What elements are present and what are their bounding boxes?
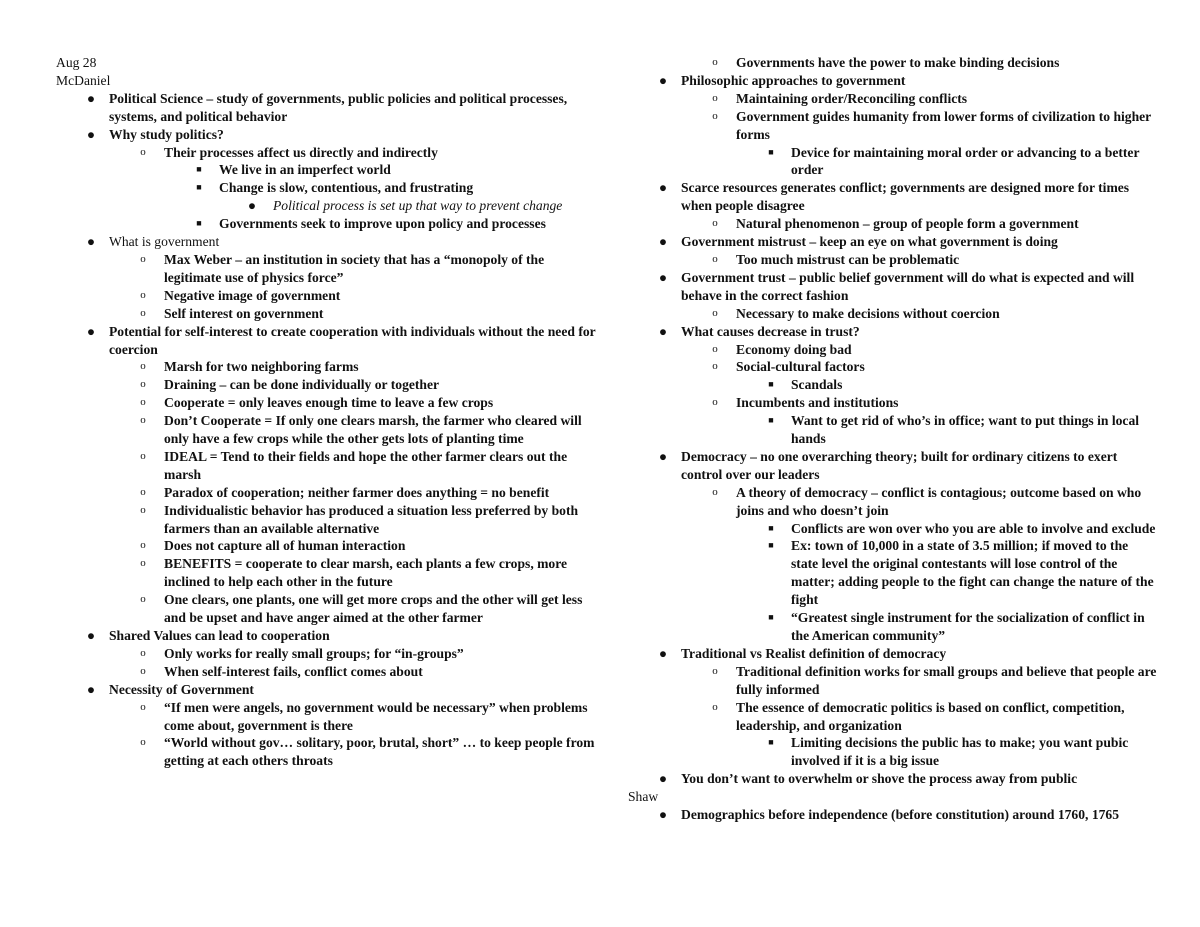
bullet-icon: o <box>140 360 146 373</box>
list-item <box>56 215 596 233</box>
list-item-text: What is government <box>109 234 220 250</box>
bullet-icon: o <box>712 56 718 68</box>
list-item <box>628 645 1158 663</box>
bullet-icon: ● <box>658 645 668 661</box>
list-item <box>628 412 1158 448</box>
bullet-icon: ● <box>658 269 668 285</box>
list-item <box>56 591 596 627</box>
bullet-icon: ● <box>86 126 96 142</box>
bullet-icon: o <box>140 449 146 462</box>
list-item-text: We live in an imperfect world <box>219 162 391 178</box>
bullet-icon: o <box>140 736 146 749</box>
list-item-text: Democracy – no one overarching theory; built for ordinary citizens to exert control over our leaders <box>681 448 1118 482</box>
bullet-icon: ■ <box>768 379 774 390</box>
bullet-icon: ● <box>658 323 668 339</box>
list-item-text: Potential for self-interest to create cooperation with individuals without the need for coercion <box>109 323 596 357</box>
bullet-icon: ● <box>658 771 668 787</box>
bullet-icon: ● <box>86 90 96 106</box>
bullet-icon: o <box>140 252 146 265</box>
list-item <box>628 72 1158 90</box>
list-item-text: Maintaining order/Reconciling conflicts <box>736 90 968 106</box>
list-item <box>628 215 1158 233</box>
list-item <box>628 663 1158 699</box>
list-item <box>56 376 596 394</box>
list-item <box>56 144 596 162</box>
bullet-icon: ● <box>658 807 668 823</box>
list-item <box>56 394 596 412</box>
list-item <box>628 609 1158 645</box>
bullet-icon: o <box>140 646 146 659</box>
list-item-text: Too much mistrust can be problematic <box>736 251 960 267</box>
list-item <box>628 788 1158 806</box>
list-item <box>628 323 1158 341</box>
bullet-icon: o <box>140 396 146 409</box>
list-item-text: “Greatest single instrument for the socialization of conflict in the American community” <box>791 610 1145 643</box>
list-item <box>628 394 1158 412</box>
list-item <box>56 484 596 502</box>
list-item <box>56 161 596 179</box>
list-item <box>628 144 1158 180</box>
list-item <box>628 520 1158 538</box>
list-item <box>56 681 596 699</box>
bullet-icon: ● <box>86 628 96 643</box>
list-item-text: Economy doing bad <box>736 341 852 357</box>
list-item-text: Shaw <box>628 789 659 805</box>
bullet-icon: ■ <box>768 737 774 748</box>
list-item-text: The essence of democratic politics is based on conflict, competition, leadership, and organization <box>736 699 1125 733</box>
bullet-icon: o <box>712 700 718 713</box>
list-item-text: Why study politics? <box>109 126 224 142</box>
list-item <box>56 72 596 90</box>
list-item <box>56 197 596 215</box>
list-item <box>628 305 1158 323</box>
list-item <box>56 54 596 72</box>
list-item-text: Max Weber – an institution in society that has a “monopoly of the legitimate use of physics force” <box>164 251 545 285</box>
list-item-text: Change is slow, contentious, and frustrating <box>219 180 474 196</box>
list-item-text: Demographics before independence (before constitution) around 1760, 1765 <box>681 807 1120 823</box>
list-item-text: Scandals <box>791 377 843 393</box>
list-item-text: Governments have the power to make binding decisions <box>736 55 1060 70</box>
list-item <box>56 502 596 538</box>
list-item-text: Device for maintaining moral order or advancing to a better order <box>791 144 1140 178</box>
list-item <box>56 287 596 305</box>
bullet-icon: ■ <box>196 164 202 175</box>
list-item-text: Shared Values can lead to cooperation <box>109 628 330 643</box>
bullet-icon: ■ <box>768 540 774 551</box>
list-item <box>56 699 596 735</box>
bullet-icon: o <box>712 342 718 355</box>
list-item <box>56 627 596 645</box>
list-item-text: Necessary to make decisions without coercion <box>736 305 1000 321</box>
list-item <box>56 323 596 359</box>
list-item-text: Necessity of Government <box>109 681 254 697</box>
bullet-icon: ● <box>86 681 96 697</box>
bullet-icon: ■ <box>768 415 774 426</box>
list-item <box>56 734 596 770</box>
list-item <box>56 90 596 126</box>
list-item <box>628 341 1158 359</box>
bullet-icon: o <box>140 414 146 427</box>
list-item-text: When self-interest fails, conflict comes about <box>164 663 423 679</box>
bullet-icon: o <box>140 593 146 606</box>
notes-left-column <box>56 54 596 770</box>
list-item-text: Ex: town of 10,000 in a state of 3.5 million; if moved to the state level the original contestants will lose control of the matter; adding people to the fight can change the nature of the fight <box>791 538 1154 608</box>
list-item-text: Individualistic behavior has produced a situation less preferred by both farmers than an available alternative <box>164 502 579 536</box>
list-item <box>56 645 596 663</box>
bullet-icon: o <box>140 306 146 319</box>
list-item-text: Limiting decisions the public has to make; you want pubic involved if it is a big issue <box>791 735 1129 769</box>
bullet-icon: o <box>140 288 146 301</box>
list-item-text: Cooperate = only leaves enough time to leave a few crops <box>164 395 494 411</box>
bullet-icon: ● <box>86 323 96 339</box>
bullet-icon: o <box>140 664 146 677</box>
notes-right-column <box>628 54 1158 824</box>
list-item-text: Social-cultural factors <box>736 359 865 375</box>
bullet-icon: o <box>140 503 146 516</box>
list-item-text: Governments seek to improve upon policy and processes <box>219 216 546 232</box>
list-item-text: Aug 28 <box>56 55 97 70</box>
list-item <box>628 770 1158 788</box>
list-item <box>56 233 596 251</box>
list-item <box>628 358 1158 376</box>
list-item-text: Government trust – public belief government will do what is expected and will behave in the correct fashion <box>681 269 1135 303</box>
list-item <box>628 90 1158 108</box>
list-item-text: McDaniel <box>56 72 111 88</box>
list-item-text: Paradox of cooperation; neither farmer does anything = no benefit <box>164 484 550 500</box>
bullet-icon: ■ <box>768 612 774 623</box>
bullet-icon: o <box>140 700 146 713</box>
list-item <box>628 108 1158 144</box>
bullet-icon: ● <box>658 448 668 464</box>
list-item <box>628 537 1158 609</box>
bullet-icon: ■ <box>196 218 202 229</box>
list-item <box>628 699 1158 735</box>
list-item-text: Marsh for two neighboring farms <box>164 359 359 375</box>
list-item <box>56 448 596 484</box>
list-item-text: Traditional definition works for small groups and believe that people are fully informed <box>736 663 1157 697</box>
list-item-text: Negative image of government <box>164 287 341 303</box>
list-item-text: Natural phenomenon – group of people form a government <box>736 216 1079 232</box>
list-item-text: Want to get rid of who’s in office; want to put things in local hands <box>791 413 1140 447</box>
list-item-text: You don’t want to overwhelm or shove the process away from public <box>681 771 1078 787</box>
list-item <box>56 555 596 591</box>
list-item <box>628 484 1158 520</box>
list-item-text: Does not capture all of human interaction <box>164 538 406 554</box>
list-item-text: Scarce resources generates conflict; governments are designed more for times when people disagree <box>681 180 1130 214</box>
list-item-text: Political process is set up that way to prevent change <box>273 198 563 214</box>
list-item <box>628 179 1158 215</box>
list-item <box>56 358 596 376</box>
bullet-icon: o <box>712 664 718 677</box>
bullet-icon: o <box>140 557 146 570</box>
bullet-icon: ● <box>658 180 668 196</box>
list-item <box>56 305 596 323</box>
list-item-text: Their processes affect us directly and indirectly <box>164 144 438 160</box>
list-item-text: Political Science – study of governments, public policies and political processes, systems, and political behavior <box>109 90 568 124</box>
list-item <box>56 179 596 197</box>
bullet-icon: o <box>712 252 718 265</box>
bullet-icon: o <box>140 485 146 498</box>
bullet-icon: o <box>712 306 718 319</box>
bullet-icon: ■ <box>768 146 774 157</box>
list-item-text: Traditional vs Realist definition of democracy <box>681 645 947 661</box>
bullet-icon: ● <box>247 198 257 214</box>
bullet-icon: o <box>140 378 146 391</box>
list-item-text: BENEFITS = cooperate to clear marsh, each plants a few crops, more inclined to help each other in the future <box>164 556 568 590</box>
list-item <box>56 663 596 681</box>
bullet-icon: ● <box>658 234 668 250</box>
list-item-text: Don’t Cooperate = If only one clears marsh, the farmer who cleared will only have a few crops while the other gets lots of planting time <box>164 413 582 447</box>
list-item-text: Draining – can be done individually or together <box>164 377 440 393</box>
bullet-icon: o <box>140 145 146 158</box>
list-item <box>628 54 1158 72</box>
list-item <box>628 269 1158 305</box>
list-item <box>628 376 1158 394</box>
list-item-text: IDEAL = Tend to their fields and hope the other farmer clears out the marsh <box>164 448 568 482</box>
bullet-icon: o <box>712 91 718 104</box>
list-item <box>56 412 596 448</box>
list-item <box>628 806 1158 824</box>
list-item <box>56 251 596 287</box>
list-item <box>56 537 596 555</box>
list-item-text: Government mistrust – keep an eye on what government is doing <box>681 234 1058 250</box>
list-item <box>628 233 1158 251</box>
bullet-icon: o <box>140 539 146 552</box>
bullet-icon: ● <box>658 72 668 88</box>
bullet-icon: ● <box>86 234 96 250</box>
list-item-text: “If men were angels, no government would be necessary” when problems come about, government is there <box>164 699 588 733</box>
list-item-text: Self interest on government <box>164 305 324 321</box>
list-item <box>56 126 596 144</box>
bullet-icon: ■ <box>196 182 202 193</box>
list-item-text: What causes decrease in trust? <box>681 323 860 339</box>
bullet-icon: o <box>712 396 718 409</box>
bullet-icon: o <box>712 485 718 498</box>
list-item-text: One clears, one plants, one will get more crops and the other will get less and be upset and have anger aimed at the other farmer <box>164 592 583 626</box>
list-item <box>628 251 1158 269</box>
list-item-text: Philosophic approaches to government <box>681 72 906 88</box>
list-item-text: Only works for really small groups; for “in-groups” <box>164 645 464 661</box>
list-item-text: Incumbents and institutions <box>736 395 899 411</box>
list-item <box>628 734 1158 770</box>
list-item-text: Government guides humanity from lower forms of civilization to higher forms <box>736 108 1151 142</box>
bullet-icon: o <box>712 217 718 230</box>
bullet-icon: o <box>712 109 718 122</box>
list-item <box>628 448 1158 484</box>
bullet-icon: ■ <box>768 522 774 533</box>
list-item-text: Conflicts are won over who you are able to involve and exclude <box>791 520 1156 536</box>
list-item-text: “World without gov… solitary, poor, brutal, short” … to keep people from getting at each others throats <box>164 735 595 769</box>
list-item-text: A theory of democracy – conflict is contagious; outcome based on who joins and who doesn’t join <box>736 484 1142 518</box>
bullet-icon: o <box>712 360 718 373</box>
